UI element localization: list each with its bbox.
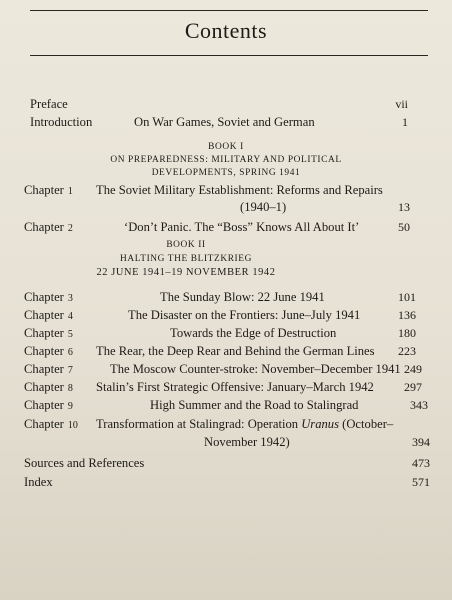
sources-page: 473 [412,456,430,470]
chapter-1-title-cont: (1940–1) [240,200,287,214]
book2-subtitle-1: HALTING THE BLITZKRIEG [120,254,252,264]
chapter-4-title: The Disaster on the Frontiers: June–July 1941 [128,308,361,322]
chapter-2-page: 50 [398,220,410,234]
chapter-1-page: 13 [398,200,410,214]
sources-label: Sources and References [24,456,145,470]
chapter-9-label: Chapter 9 [24,398,73,412]
introduction-page: 1 [402,115,408,129]
chapter-6-label: Chapter 6 [24,344,73,358]
chapter-4-label: Chapter 4 [24,308,73,322]
index-page: 571 [412,475,430,489]
chapter-5-label: Chapter 5 [24,326,73,340]
book2-label: BOOK II [166,240,206,250]
book1-subtitle-2: DEVELOPMENTS, SPRING 1941 [151,168,301,178]
chapter-10-page: 394 [412,435,430,449]
chapter-7-label: Chapter 7 [24,362,73,376]
introduction-title: On War Games, Soviet and German [134,115,315,129]
chapter-7-page: 249 [404,362,422,376]
chapter-10-title-cont: November 1942) [204,435,290,449]
chapter-8-title: Stalin’s First Strategic Offensive: January–March 1942 [96,380,374,394]
chapter-1-title: The Soviet Military Establishment: Reforms and Repairs [96,183,383,197]
chapter-10-title: Transformation at Stalingrad: Operation Uranus (October– [96,417,394,431]
chapter-10-label: Chapter 10 [24,417,78,431]
chapter-8-page: 297 [404,380,422,394]
book2-subtitle-2: 22 JUNE 1941–19 NOVEMBER 1942 [96,267,276,278]
chapter-9-page: 343 [410,398,428,412]
chapter-6-title: The Rear, the Deep Rear and Behind the German Lines [96,344,375,358]
title-rule [30,55,428,56]
chapter-8-label: Chapter 8 [24,380,73,394]
top-rule [30,10,428,11]
chapter-3-title: The Sunday Blow: 22 June 1941 [160,290,325,304]
preface-page: vii [395,97,408,111]
chapter-6-page: 223 [398,344,416,358]
introduction-label: Introduction [30,115,93,129]
chapter-2-title: ‘Don’t Panic. The “Boss” Knows All About It’ [124,220,360,234]
chapter-2-label: Chapter 2 [24,220,73,234]
chapter-4-page: 136 [398,308,416,322]
index-label: Index [24,475,53,489]
page-title: Contents [184,18,268,43]
chapter-5-title: Towards the Edge of Destruction [170,326,337,340]
chapter-5-page: 180 [398,326,416,340]
preface-label: Preface [30,97,68,111]
chapter-3-page: 101 [398,290,416,304]
chapter-3-label: Chapter 3 [24,290,73,304]
book1-label: BOOK I [208,142,244,152]
chapter-9-title: High Summer and the Road to Stalingrad [150,398,359,412]
book1-subtitle-1: ON PREPAREDNESS: MILITARY AND POLITICAL [110,155,342,165]
chapter-7-title: The Moscow Counter-stroke: November–December 1941 [110,362,401,376]
chapter-1-label: Chapter 1 [24,183,73,197]
